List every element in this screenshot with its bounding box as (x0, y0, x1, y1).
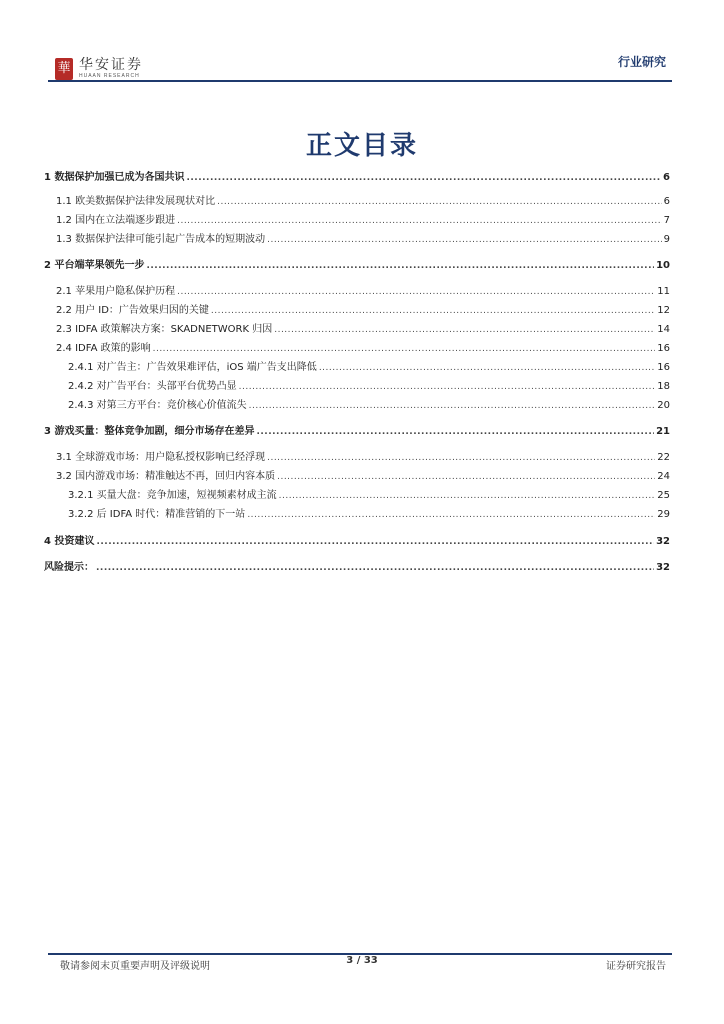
toc-entry-title: 1.1 欧美数据保护法律发展现状对比 (56, 196, 216, 207)
toc-entry-title: 3.2.1 买量大盘：竞争加速，短视频素材成主流 (68, 490, 277, 501)
toc-entry[interactable] (44, 535, 670, 549)
toc-entry-title: 3.2 国内游戏市场：精准触达不再，回归内容本质 (56, 471, 276, 482)
toc-entry-title: 2 平台端苹果领先一步 (44, 260, 145, 271)
toc-entry-title: 1.3 数据保护法律可能引起广告成本的短期波动 (56, 234, 266, 245)
toc-entry-title: 2.4.2 对广告平台：头部平台优势凸显 (68, 381, 237, 392)
toc-entry-page: 21 (656, 426, 670, 437)
toc-entry-page: 7 (663, 215, 670, 226)
toc-entry[interactable] (56, 285, 670, 299)
toc-entry[interactable] (68, 399, 670, 413)
toc-entry-title: 2.4.3 对第三方平台：竞价核心价值流失 (68, 400, 247, 411)
toc-leader (177, 285, 655, 299)
toc-entry-title: 2.4.1 对广告主：广告效果难评估，iOS 端广告支出降低 (68, 362, 317, 373)
toc-entry-title: 1.2 国内在立法端逐步跟进 (56, 215, 176, 226)
toc-leader (186, 171, 661, 185)
logo-seal-icon: 華 (55, 58, 73, 80)
footer-disclaimer: 敬请参阅末页重要声明及评级说明 (60, 961, 210, 972)
toc-entry[interactable] (56, 214, 670, 228)
toc-entry-page: 22 (657, 452, 670, 463)
toc-leader (217, 195, 662, 209)
report-category: 行业研究 (617, 55, 666, 69)
toc-entry-page: 11 (657, 286, 670, 297)
toc-leader (96, 561, 654, 575)
toc-leader (319, 361, 655, 375)
page-header (0, 0, 724, 90)
toc-title: 正文目录 (305, 131, 418, 161)
toc-entry[interactable] (56, 233, 670, 247)
toc-entry[interactable] (56, 323, 670, 337)
logo-chinese-name: 华安证券 (79, 57, 143, 73)
toc-entry-page: 12 (657, 305, 670, 316)
toc-entry[interactable] (68, 380, 670, 394)
toc-leader (277, 470, 655, 484)
toc-entry[interactable] (68, 489, 670, 503)
toc-entry[interactable] (56, 304, 670, 318)
toc-entry-page: 16 (657, 362, 670, 373)
logo-english-name: HUAAN RESEARCH (79, 73, 140, 79)
logo-text (79, 58, 143, 80)
toc-entry-page: 14 (657, 324, 670, 335)
toc-leader (153, 342, 656, 356)
toc-leader (267, 451, 655, 465)
toc-entry-page: 20 (657, 400, 670, 411)
toc-entry-page: 29 (657, 509, 670, 520)
toc-entry-title: 2.1 苹果用户隐私保护历程 (56, 286, 176, 297)
toc-entry[interactable] (44, 171, 670, 185)
toc-entry-page: 16 (657, 343, 670, 354)
toc-entry[interactable] (56, 470, 670, 484)
toc-entry-title: 3.2.2 后 IDFA 时代：精准营销的下一站 (68, 509, 246, 520)
toc-entry-title: 2.4 IDFA 政策的影响 (56, 343, 151, 354)
toc-leader (239, 380, 656, 394)
toc-leader (256, 425, 654, 439)
toc-leader (96, 535, 654, 549)
toc-entry-page: 6 (663, 196, 670, 207)
toc-entry-title: 3 游戏买量：整体竞争加剧，细分市场存在差异 (44, 426, 255, 437)
toc-leader (247, 508, 655, 522)
toc-leader (177, 214, 662, 228)
toc-entry-title: 风险提示： (44, 562, 94, 573)
toc-entry[interactable] (68, 508, 670, 522)
toc-entry-page: 10 (656, 260, 670, 271)
toc-entry-page: 18 (657, 381, 670, 392)
toc-entry-title: 1 数据保护加强已成为各国共识 (44, 172, 185, 183)
toc-entry-page: 32 (656, 536, 670, 547)
toc-leader (249, 399, 656, 413)
toc-leader (267, 233, 662, 247)
toc-entry[interactable] (44, 561, 670, 575)
toc-leader (211, 304, 655, 318)
toc-entry-page: 6 (663, 172, 670, 183)
page-indicator: 3 / 33 (346, 955, 378, 966)
toc-entry-page: 32 (656, 562, 670, 573)
toc-leader (146, 259, 654, 273)
toc-leader (279, 489, 656, 503)
toc-leader (274, 323, 655, 337)
toc-entry[interactable] (44, 425, 670, 439)
toc-entry-title: 4 投资建议 (44, 536, 95, 547)
toc-entry[interactable] (68, 361, 670, 375)
toc-entry[interactable] (44, 259, 670, 273)
toc-entry[interactable] (56, 451, 670, 465)
toc-entry-page: 25 (657, 490, 670, 501)
toc-entry-title: 2.2 用户 ID：广告效果归因的关键 (56, 305, 209, 316)
company-logo (55, 58, 143, 80)
toc-entry-page: 24 (657, 471, 670, 482)
toc-entry[interactable] (56, 342, 670, 356)
toc-entry-title: 3.1 全球游戏市场：用户隐私授权影响已经浮现 (56, 452, 266, 463)
header-divider (48, 80, 672, 82)
toc-entry-title: 2.3 IDFA 政策解决方案：SKADNETWORK 归因 (56, 324, 273, 335)
toc-entry-page: 9 (663, 234, 670, 245)
toc-entry[interactable] (56, 195, 670, 209)
footer-report-type: 证券研究报告 (606, 961, 666, 972)
